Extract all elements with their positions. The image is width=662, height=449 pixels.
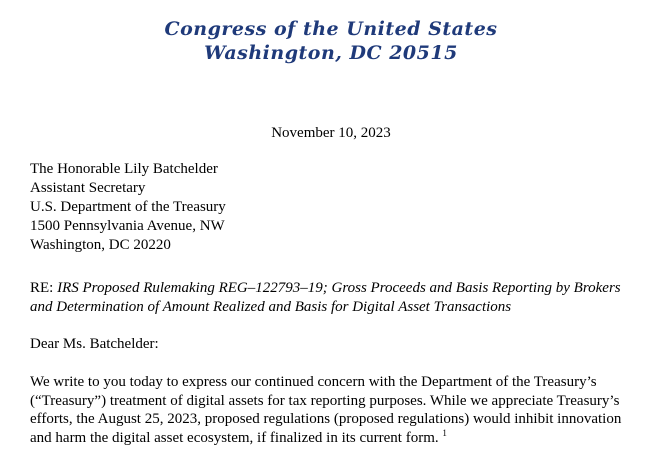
recipient-city: Washington, DC 20220 [30,237,171,253]
recipient-address [30,160,226,255]
body-paragraph [30,373,645,447]
letter-date: November 10, 2023 [271,125,391,141]
footnote-reference: 1 [442,427,447,438]
letterhead-title: Congress of the United States [164,18,498,40]
recipient-department: U.S. Department of the Treasury [30,199,226,215]
letterhead-address: Washington, DC 20515 [204,42,458,64]
recipient-title: Assistant Secretary [30,180,146,196]
re-subject: IRS Proposed Rulemaking REG–122793–19; Gross Proceeds and Basis Reporting by Brokers and Determination of Amount Realized and Basis for Digital Asset Transactions [30,280,621,315]
recipient-name: The Honorable Lily Batchelder [30,161,218,177]
body-paragraph-text: We write to you today to express our continued concern with the Department of the Treasury’s (“Treasury”) treatment of digital assets for tax reporting purposes. While we appreciate Treasury’s efforts, the August 25, 2023, proposed regulations (proposed regulations) would inhibit innovation and harm the digital asset ecosystem, if finalized in its current form. [30,374,622,446]
recipient-street: 1500 Pennsylvania Avenue, NW [30,218,225,234]
re-line [30,279,640,317]
salutation: Dear Ms. Batchelder: [30,336,159,352]
re-label: RE: [30,280,54,296]
